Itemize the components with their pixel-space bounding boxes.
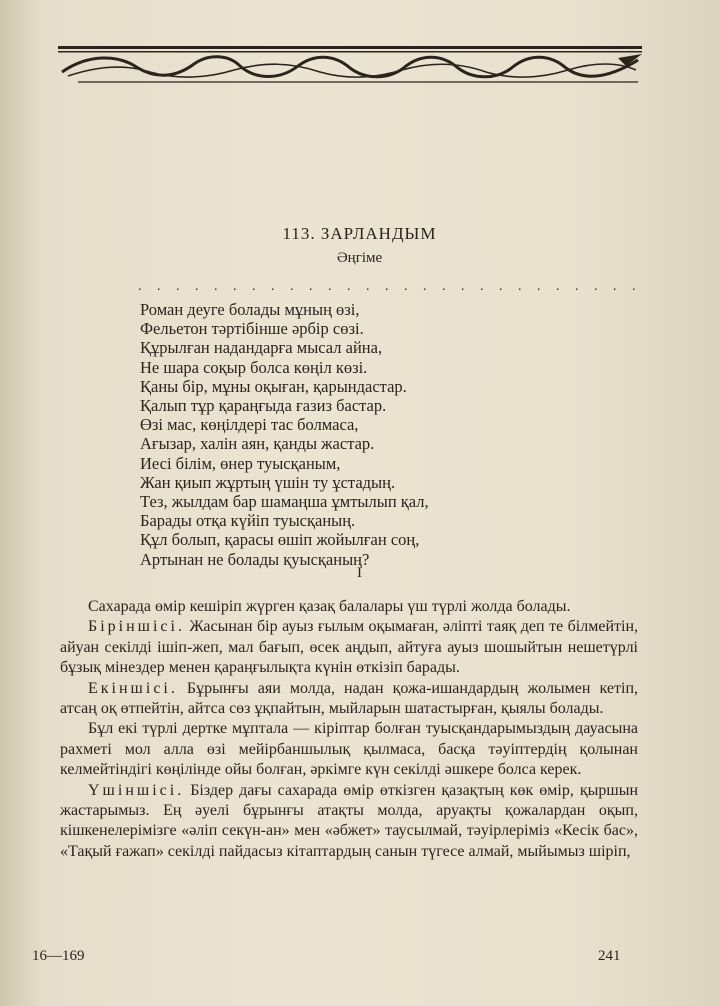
- paragraph-text: Бұл екі түрлі дертке мұптала — кіріптар болған туысқандарымыздың дауасына рахметі мол алла өзі мейірбаншылық қылмаса, басқа тәуіптердің қолынан келмейтіндігі көңілінде ойы болған, әркімге күн секілді әшкере болса керек.: [60, 720, 638, 779]
- poem-line: Құл болып, қарасы өшіп жойылған соң,: [140, 530, 420, 550]
- dotted-separator: . . . . . . . . . . . . . . . . . . . . . . . . . . .: [138, 279, 642, 294]
- paragraph: [60, 719, 638, 780]
- page-number: 241: [598, 948, 621, 964]
- poem-line: Ағызар, халін аян, қанды жастар.: [140, 434, 375, 454]
- chapter-subtitle: Әңгіме: [336, 250, 383, 266]
- poem-line: Не шара соқыр болса көңіл көзі.: [140, 357, 368, 377]
- paragraph: [60, 781, 638, 863]
- poem-line: Өзі мас, көңілдері тас болмаса,: [140, 415, 359, 435]
- paragraph-lead: Біріншісі.: [88, 618, 185, 636]
- printer-signature: 16—169: [32, 948, 85, 964]
- poem-line: Жан қиып жұртың үшін ту ұстадың.: [140, 472, 396, 492]
- poem-line: Артынан не болады қуысқаның?: [140, 549, 370, 569]
- chapter-title: 113. ЗАРЛАНДЫМ: [282, 224, 437, 243]
- poem-line: Қаны бір, мұны оқыған, қарындастар.: [140, 376, 407, 396]
- poem-epigraph: [140, 300, 580, 569]
- paragraph: [60, 597, 638, 617]
- poem-line: Фельетон тәртібінше әрбір сөзі.: [140, 319, 364, 339]
- paragraph: [60, 679, 638, 720]
- prose-body: [60, 597, 638, 862]
- poem-line: Құрылған надандарға мысал айна,: [140, 338, 383, 358]
- paragraph: [60, 617, 638, 678]
- paragraph-text: Жасынан бір ауыз ғылым оқымаған, әліпті таяқ деп те білмейтін, айуан секілді ішіп-жеп, мал бағып, өсек аңдып, айтуға ауыз шошыйтын нешетүрлі бұзық мінездер менен қараңғылықта күнін өткізіп барады.: [60, 618, 638, 677]
- paragraph-text: Сахарада өмір кешіріп жүрген қазақ балалары үш түрлі жолда болады.: [88, 598, 571, 615]
- paragraph-text: Бұрынғы аяи молда, надан қожа-ишандардың жолымен кетіп, атсаң оқ өтпейтін, айтса сөз ұқпайтын, мыйларын шатастырған, қыялы болады.: [60, 679, 638, 718]
- poem-line: Қалып тұр қараңғыда ғазиз бастар.: [140, 396, 387, 416]
- decorative-header-ornament: [58, 40, 642, 86]
- poem-line: Иесі білім, өнер туысқаным,: [140, 453, 341, 473]
- paragraph-lead: Үшіншісі.: [88, 781, 185, 799]
- poem-line: Тез, жылдам бар шамаңша ұмтылып қал,: [140, 492, 429, 512]
- paragraph-lead: Екіншісі.: [88, 679, 178, 697]
- section-number: I: [357, 565, 362, 581]
- poem-line: Роман деуге болады мұның өзі,: [140, 300, 360, 319]
- paragraph-text: Біздер дағы сахарада өмір өткізген қазақтың көк өмір, қыршын жастарымыз. Ең әуелі бұрынғы атақты молда, аруақты қожалардан оқып, кішкенелерімізге «әліп секүн-ан» мен «әбжет» таусылмай, тәуірлеріміз «Кесік бас», «Тақый ғажап» секілді пайдасыз кітаптардың санын түгесе алмай, мыйымыз шіріп,: [60, 781, 638, 860]
- poem-line: Барады отқа күйіп туысқаның.: [140, 511, 356, 531]
